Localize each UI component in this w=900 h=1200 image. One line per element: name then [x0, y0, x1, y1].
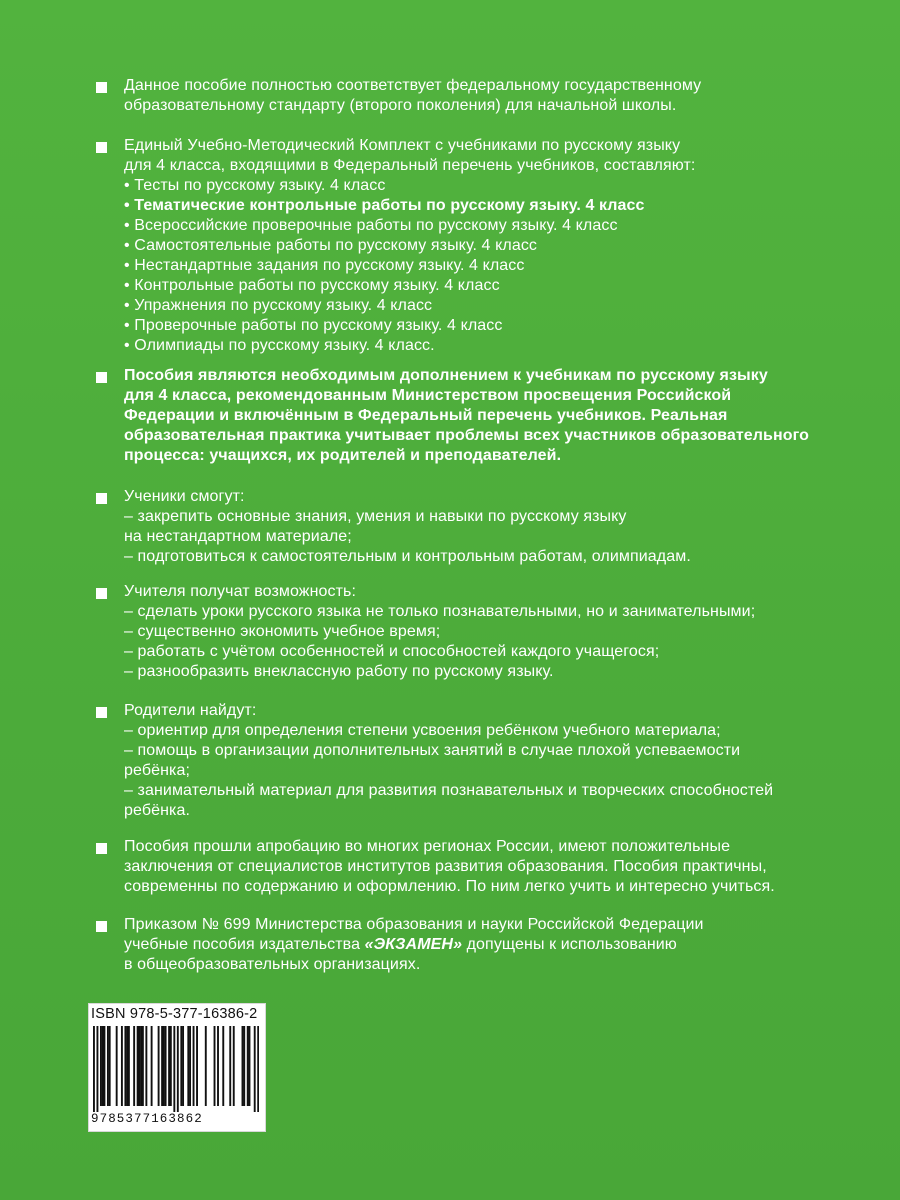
- barcode-bar: [103, 1026, 105, 1106]
- barcode-bar: [249, 1026, 251, 1106]
- square-bullet-icon: [96, 142, 107, 153]
- barcode-bar: [137, 1026, 139, 1106]
- barcode-bar: [257, 1026, 259, 1112]
- barcode-bar: [145, 1026, 147, 1106]
- barcode-bar: [161, 1026, 163, 1106]
- text-line: Учителя получат возможность:: [124, 583, 357, 600]
- text-line: Федерации и включённым в Федеральный перечень учебников. Реальная: [124, 407, 728, 424]
- text-line: для 4 класса, рекомендованным Министерством просвещения Российской: [124, 387, 732, 404]
- text-line: – закрепить основные знания, умения и навыки по русскому языку: [124, 508, 627, 525]
- isbn-label: ISBN 978-5-377-16386-2: [91, 1006, 258, 1022]
- kit-list-item: • Проверочные работы по русскому языку. 4 класс: [124, 317, 503, 334]
- barcode-bar: [193, 1026, 195, 1106]
- info-block-supplement: [96, 366, 856, 466]
- barcode-bar: [187, 1026, 189, 1106]
- barcode-bar: [126, 1026, 128, 1106]
- text-line: – сделать уроки русского языка не только познавательными, но и занимательными;: [124, 603, 756, 620]
- barcode-bar: [196, 1026, 198, 1106]
- barcode-bar: [93, 1026, 95, 1112]
- barcode-bar: [96, 1026, 98, 1112]
- text-line: в общеобразовательных организациях.: [124, 956, 421, 973]
- barcode-bar: [173, 1026, 175, 1112]
- barcode-digits: 9785377163862: [91, 1112, 203, 1126]
- square-bullet-icon: [96, 843, 107, 854]
- barcode-bar: [242, 1026, 244, 1106]
- kit-list-item: • Нестандартные задания по русскому языку. 4 класс: [124, 257, 525, 274]
- square-bullet-icon: [96, 372, 107, 383]
- barcode-bar: [142, 1026, 144, 1106]
- barcode-bar: [121, 1026, 123, 1106]
- info-block-parents: [96, 701, 856, 821]
- text-line: Пособия являются необходимым дополнением к учебникам по русскому языку: [124, 367, 768, 384]
- square-bullet-icon: [96, 82, 107, 93]
- barcode-bar: [158, 1026, 160, 1106]
- info-block-teachers: [96, 582, 856, 682]
- text-line: на нестандартном материале;: [124, 528, 352, 545]
- text-line: Приказом № 699 Министерства образования и науки Российской Федерации: [124, 916, 704, 933]
- text-line: Единый Учебно-Методический Комплект с учебниками по русскому языку: [124, 137, 681, 154]
- info-block-order: [96, 915, 856, 975]
- square-bullet-icon: [96, 707, 107, 718]
- barcode-bar: [180, 1026, 182, 1106]
- barcode-bar: [217, 1026, 219, 1106]
- barcode-bar: [140, 1026, 142, 1106]
- barcode-bar: [107, 1026, 109, 1106]
- barcode-bar: [182, 1026, 184, 1106]
- text-line: образовательная практика учитывает проблемы всех участников образовательного: [124, 427, 810, 444]
- kit-list-item: • Тесты по русскому языку. 4 класс: [124, 177, 386, 194]
- text-line-with-publisher: учебные пособия издательства «ЭКЗАМЕН» допущены к использованию: [124, 936, 677, 953]
- barcode-bar: [254, 1026, 256, 1112]
- kit-list-item: • Олимпиады по русскому языку. 4 класс.: [124, 337, 435, 354]
- barcode-bar: [222, 1026, 224, 1106]
- kit-list-item-highlighted: • Тематические контрольные работы по русскому языку. 4 класс: [124, 197, 645, 214]
- info-block-kit-list: [96, 136, 856, 356]
- text-line: – занимательный материал для развития познавательных и творческих способностей: [124, 782, 774, 799]
- kit-list-item: • Упражнения по русскому языку. 4 класс: [124, 297, 433, 314]
- text-line: – разнообразить внеклассную работу по русскому языку.: [124, 663, 554, 680]
- barcode-bar: [100, 1026, 102, 1106]
- barcode-bar: [243, 1026, 245, 1106]
- barcode-bar: [229, 1026, 231, 1106]
- text-line: – работать с учётом особенностей и способностей каждого учащегося;: [124, 643, 660, 660]
- text-line: образовательному стандарту (второго поколения) для начальной школы.: [124, 97, 677, 114]
- barcode-bar: [138, 1026, 140, 1106]
- square-bullet-icon: [96, 588, 107, 599]
- info-block-students: [96, 487, 856, 567]
- info-block-standard: [96, 76, 856, 116]
- text-line: – подготовиться к самостоятельным и контрольным работам, олимпиадам.: [124, 548, 691, 565]
- square-bullet-icon: [96, 921, 107, 932]
- barcode-bar: [151, 1026, 153, 1106]
- publisher-name: «ЭКЗАМЕН»: [364, 936, 463, 953]
- text-line: Ученики смогут:: [124, 488, 245, 505]
- barcode-bar: [170, 1026, 172, 1106]
- text-line: – существенно экономить учебное время;: [124, 623, 441, 640]
- kit-list-item: • Контрольные работы по русскому языку. 4 класс: [124, 277, 500, 294]
- barcode-bars: [93, 1026, 259, 1112]
- kit-list-item: • Самостоятельные работы по русскому языку. 4 класс: [124, 237, 538, 254]
- text-line: Пособия прошли апробацию во многих регионах России, имеют положительные: [124, 838, 731, 855]
- text-line: – помощь в организации дополнительных занятий в случае плохой успеваемости: [124, 742, 741, 759]
- barcode-bar: [205, 1026, 207, 1106]
- square-bullet-icon: [96, 493, 107, 504]
- barcode-bar: [177, 1026, 179, 1112]
- text-line: заключения от специалистов институтов развития образования. Пособия практичны,: [124, 858, 767, 875]
- text-line: процесса: учащихся, их родителей и преподавателей.: [124, 447, 562, 464]
- barcode-bar: [116, 1026, 118, 1106]
- text-line: для 4 класса, входящими в Федеральный перечень учебников, составляют:: [124, 157, 696, 174]
- text-line: ребёнка;: [124, 762, 191, 779]
- barcode-bar: [165, 1026, 167, 1106]
- barcode-bar: [124, 1026, 126, 1106]
- text-line: Данное пособие полностью соответствует федеральному государственному: [124, 77, 702, 94]
- barcode-bar: [102, 1026, 104, 1106]
- isbn-barcode: [88, 1003, 266, 1132]
- barcode-bar: [214, 1026, 216, 1106]
- barcode-bar: [189, 1026, 191, 1106]
- barcode-bar: [133, 1026, 135, 1106]
- barcode-bar: [233, 1026, 235, 1106]
- barcode-bar: [168, 1026, 170, 1106]
- barcode-bar: [247, 1026, 249, 1106]
- info-block-approval: [96, 837, 856, 897]
- barcode-bar: [128, 1026, 130, 1106]
- text-line: современны по содержанию и оформлению. По ним легко учить и интересно учиться.: [124, 878, 775, 895]
- barcode-bar: [109, 1026, 111, 1106]
- kit-list-item: • Всероссийские проверочные работы по русскому языку. 4 класс: [124, 217, 618, 234]
- text-line: ребёнка.: [124, 802, 191, 819]
- text-line: Родители найдут:: [124, 702, 257, 719]
- barcode-bar: [163, 1026, 165, 1106]
- text-line: – ориентир для определения степени усвоения ребёнком учебного материала;: [124, 722, 721, 739]
